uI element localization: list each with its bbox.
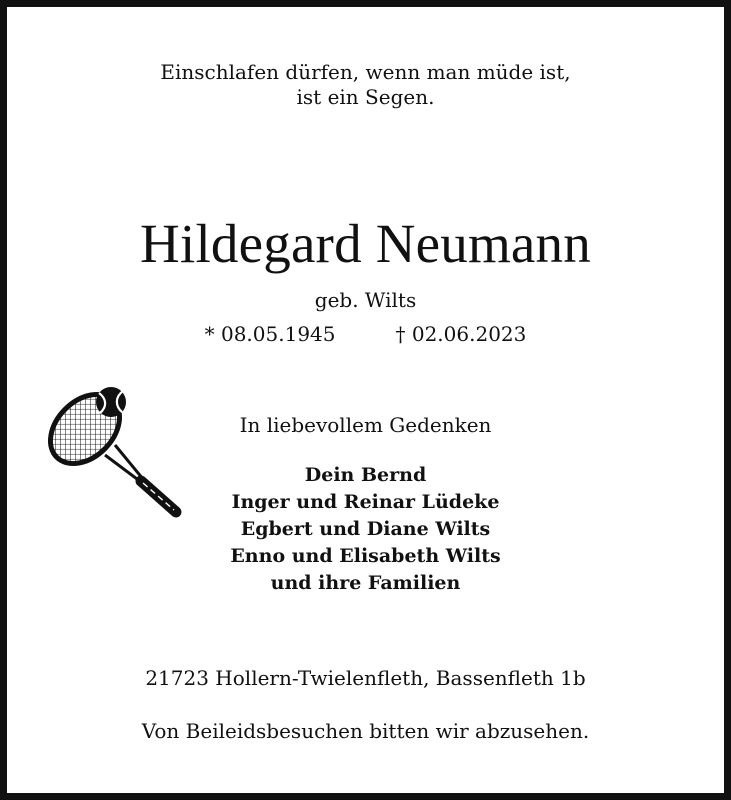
quote-line-1: Einschlafen dürfen, wenn man müde ist, — [160, 60, 571, 84]
death-date: † 02.06.2023 — [395, 322, 527, 346]
mourner-line: und ihre Familien — [270, 572, 461, 594]
mourners-list — [7, 462, 724, 597]
mourner-line: Enno und Elisabeth Wilts — [230, 545, 501, 567]
life-dates — [7, 321, 724, 347]
deceased-name: Hildegard Neumann — [140, 213, 591, 274]
quote-line-2: ist ein Segen. — [296, 85, 435, 109]
birth-date: * 08.05.1945 — [204, 322, 336, 346]
mourner-line: Egbert und Diane Wilts — [240, 518, 491, 540]
address: 21723 Hollern-Twielenfleth, Bassenfleth 1b — [145, 666, 586, 690]
opening-quote — [7, 60, 724, 110]
mourner-line: Inger und Reinar Lüdeke — [231, 491, 500, 513]
memorial-text: In liebevollem Gedenken — [239, 413, 492, 437]
mourner-line: Dein Bernd — [304, 464, 427, 486]
condolence-note: Von Beileidsbesuchen bitten wir abzusehen. — [141, 719, 590, 743]
maiden-name: geb. Wilts — [314, 288, 417, 312]
